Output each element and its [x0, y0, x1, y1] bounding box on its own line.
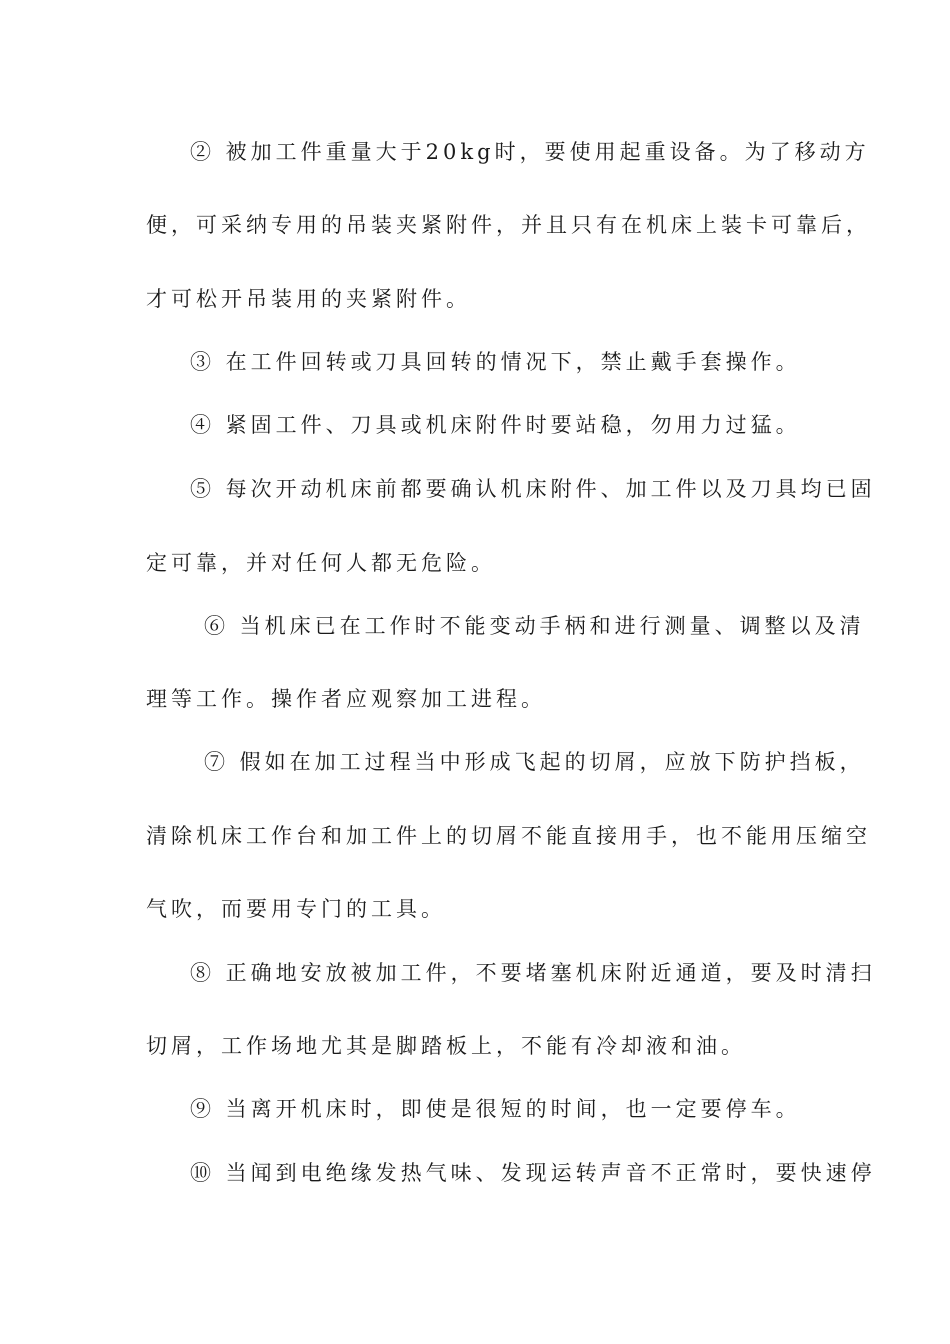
paragraph-line: ③ 在工件回转或刀具回转的情况下，禁止戴手套操作。 [190, 350, 801, 374]
paragraph-line: ⑨ 当离开机床时，即使是很短的时间，也一定要停车。 [190, 1097, 801, 1121]
paragraph-line: ⑩ 当闻到电绝缘发热气味、发现运转声音不正常时，要快速停 [190, 1161, 876, 1185]
paragraph-line: 便，可采纳专用的吊装夹紧附件，并且只有在机床上装卡可靠后， [146, 213, 871, 237]
paragraph-line: 定可靠，并对任何人都无危险。 [146, 551, 496, 575]
paragraph-line: 才可松开吊装用的夹紧附件。 [146, 287, 471, 311]
paragraph-line: ⑤ 每次开动机床前都要确认机床附件、加工件以及刀具均已固 [190, 477, 876, 501]
paragraph-line: ② 被加工件重量大于20kg时，要使用起重设备。为了移动方 [190, 140, 870, 164]
paragraph-line: 切屑，工作场地尤其是脚踏板上，不能有冷却液和油。 [146, 1034, 746, 1058]
paragraph-line: 气吹，而要用专门的工具。 [146, 897, 446, 921]
paragraph-line: 清除机床工作台和加工件上的切屑不能直接用手，也不能用压缩空 [146, 824, 871, 848]
paragraph-line: ⑦ 假如在加工过程当中形成飞起的切屑，应放下防护挡板， [204, 750, 865, 774]
paragraph-line: ⑥ 当机床已在工作时不能变动手柄和进行测量、调整以及清 [204, 614, 865, 638]
paragraph-line: ⑧ 正确地安放被加工件，不要堵塞机床附近通道，要及时清扫 [190, 961, 876, 985]
paragraph-line: ④ 紧固工件、刀具或机床附件时要站稳，勿用力过猛。 [190, 413, 801, 437]
paragraph-line: 理等工作。操作者应观察加工进程。 [146, 687, 546, 711]
